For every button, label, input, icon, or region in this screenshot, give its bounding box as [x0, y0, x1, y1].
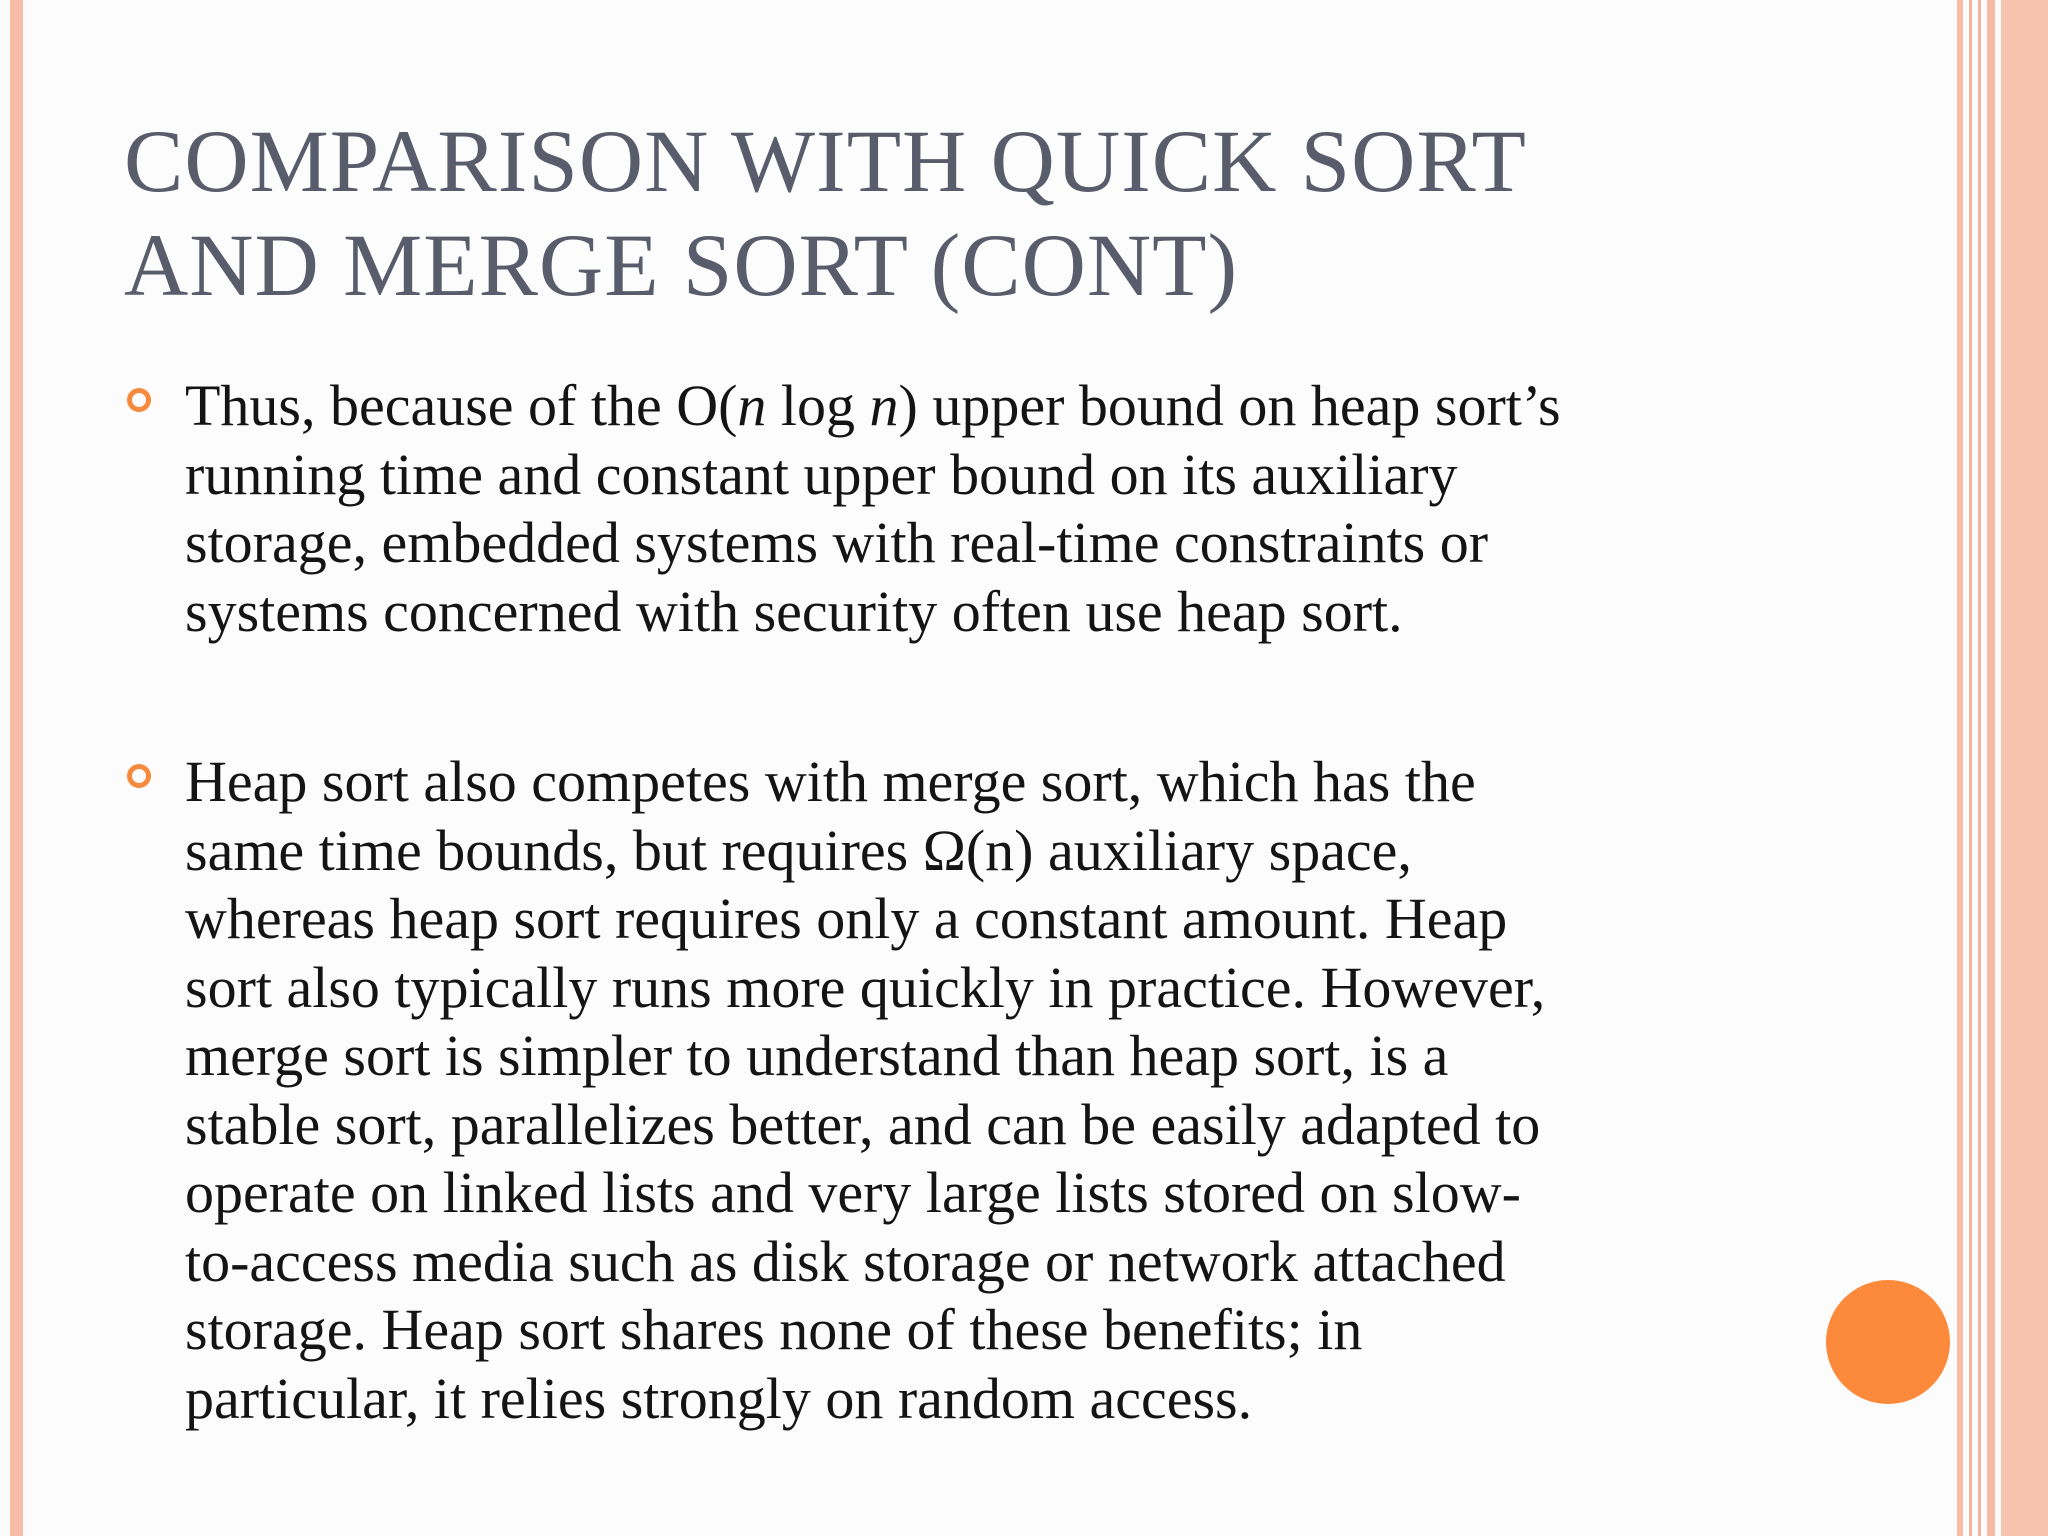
paragraph-line: storage, embedded systems with real-time constraints or: [185, 510, 1489, 575]
right-border-stripe: [1978, 0, 1981, 1536]
right-border-stripe: [1969, 0, 1972, 1536]
bullet-paragraph-1: [185, 372, 1775, 646]
slide-title-line: COMPARISON WITH QUICK SORT: [124, 113, 1527, 211]
right-border-stripe: [1987, 0, 1995, 1536]
bullet-circle-icon: [126, 763, 152, 789]
paragraph-line: Heap sort also competes with merge sort, which has the: [185, 749, 1476, 814]
left-border-stripe: [10, 0, 23, 1536]
paragraph-line: Thus, because of the O(n log n) upper bound on heap sort’s: [185, 373, 1561, 438]
bullet-paragraph-2: [185, 748, 1775, 1433]
paragraph-line: running time and constant upper bound on its auxiliary: [185, 441, 1458, 507]
paragraph-line: storage. Heap sort shares none of these benefits; in: [185, 1297, 1363, 1362]
paragraph-line: particular, it relies strongly on random access.: [185, 1365, 1253, 1431]
right-border-stripe: [2001, 0, 2048, 1536]
paragraph-line: stable sort, parallelizes better, and can be easily adapted to: [185, 1091, 1541, 1157]
slide-title: [124, 110, 1684, 318]
decorative-orange-circle: [1826, 1280, 1950, 1404]
slide-title-line: AND MERGE SORT (CONT): [124, 217, 1239, 315]
paragraph-line: merge sort is simpler to understand than heap sort, is a: [185, 1023, 1449, 1088]
paragraph-line: operate on linked lists and very large lists stored on slow-: [185, 1160, 1521, 1225]
paragraph-line: to-access media such as disk storage or network attached: [185, 1228, 1506, 1294]
paragraph-line: systems concerned with security often use heap sort.: [185, 578, 1403, 644]
right-border-stripe: [1957, 0, 1963, 1536]
paragraph-line: sort also typically runs more quickly in practice. However,: [185, 954, 1546, 1020]
paragraph-line: whereas heap sort requires only a constant amount. Heap: [185, 886, 1508, 951]
bullet-circle-icon: [126, 387, 152, 413]
paragraph-line: same time bounds, but requires Ω(n) auxiliary space,: [185, 817, 1412, 883]
